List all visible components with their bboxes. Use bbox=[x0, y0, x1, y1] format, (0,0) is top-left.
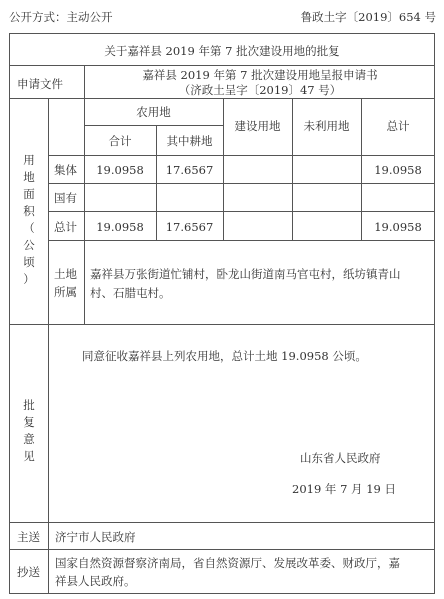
divider bbox=[48, 155, 435, 156]
divider bbox=[48, 324, 49, 522]
divider bbox=[9, 98, 435, 99]
application-ref: （济政土呈字〔2019〕47 号） bbox=[178, 83, 342, 97]
row-label-state: 国有 bbox=[54, 191, 77, 205]
divider bbox=[84, 125, 223, 126]
document-title: 关于嘉祥县 2019 年第 7 批次建设用地的批复 bbox=[104, 44, 340, 58]
location-label-line2: 所属 bbox=[54, 285, 77, 299]
disclosure-mode: 公开方式：主动公开 bbox=[9, 10, 113, 24]
divider bbox=[48, 240, 435, 241]
header-agri-land: 农用地 bbox=[136, 105, 171, 119]
cell-total-arable: 17.6567 bbox=[165, 220, 214, 234]
divider bbox=[9, 324, 435, 325]
cell-total-subtotal: 19.0958 bbox=[96, 220, 144, 234]
cell-collective-arable: 17.6567 bbox=[165, 163, 214, 177]
location-label-line1: 土地 bbox=[54, 267, 77, 281]
location-line1: 嘉祥县万张街道忙铺村，卧龙山街道南马官屯村，纸坊镇青山 bbox=[90, 267, 401, 281]
header-total: 总计 bbox=[386, 119, 410, 133]
divider bbox=[48, 522, 49, 594]
divider bbox=[9, 65, 435, 66]
divider bbox=[9, 522, 435, 523]
application-title: 嘉祥县 2019 年第 7 批次建设用地呈报申请书 bbox=[142, 68, 378, 82]
approval-issuer: 山东省人民政府 bbox=[300, 451, 381, 465]
main-send-value: 济宁市人民政府 bbox=[55, 530, 136, 544]
header-subtotal: 合计 bbox=[108, 134, 132, 148]
document-number: 鲁政土字〔2019〕654 号 bbox=[300, 10, 436, 24]
divider bbox=[9, 549, 435, 550]
header-arable: 其中耕地 bbox=[166, 134, 213, 148]
location-line2: 村、石腊屯村。 bbox=[90, 286, 171, 300]
divider bbox=[48, 211, 435, 212]
approval-side-label: 批 复 意 见 bbox=[23, 398, 35, 463]
approval-date: 2019 年 7 月 19 日 bbox=[292, 482, 396, 496]
main-send-label: 主送 bbox=[17, 530, 40, 544]
cell-total-total: 19.0958 bbox=[374, 220, 422, 234]
row-label-collective: 集体 bbox=[54, 163, 77, 177]
header-unused: 未利用地 bbox=[303, 119, 350, 133]
divider bbox=[48, 183, 435, 184]
cc-label: 抄送 bbox=[17, 565, 40, 579]
header-construction: 建设用地 bbox=[234, 119, 281, 133]
land-area-side-label: 用 地 面 积 （ 公 顷 ） bbox=[23, 153, 35, 286]
application-label: 申请文件 bbox=[17, 77, 63, 91]
cc-line1: 国家自然资源督察济南局，省自然资源厅、发展改革委、财政厅，嘉 bbox=[55, 556, 400, 570]
row-label-total: 总计 bbox=[54, 220, 77, 234]
approval-text: 同意征收嘉祥县上列农用地，总计土地 19.0958 公顷。 bbox=[82, 349, 367, 363]
cell-collective-subtotal: 19.0958 bbox=[96, 163, 144, 177]
cell-collective-total: 19.0958 bbox=[374, 163, 422, 177]
cc-line2: 祥县人民政府。 bbox=[55, 574, 136, 588]
